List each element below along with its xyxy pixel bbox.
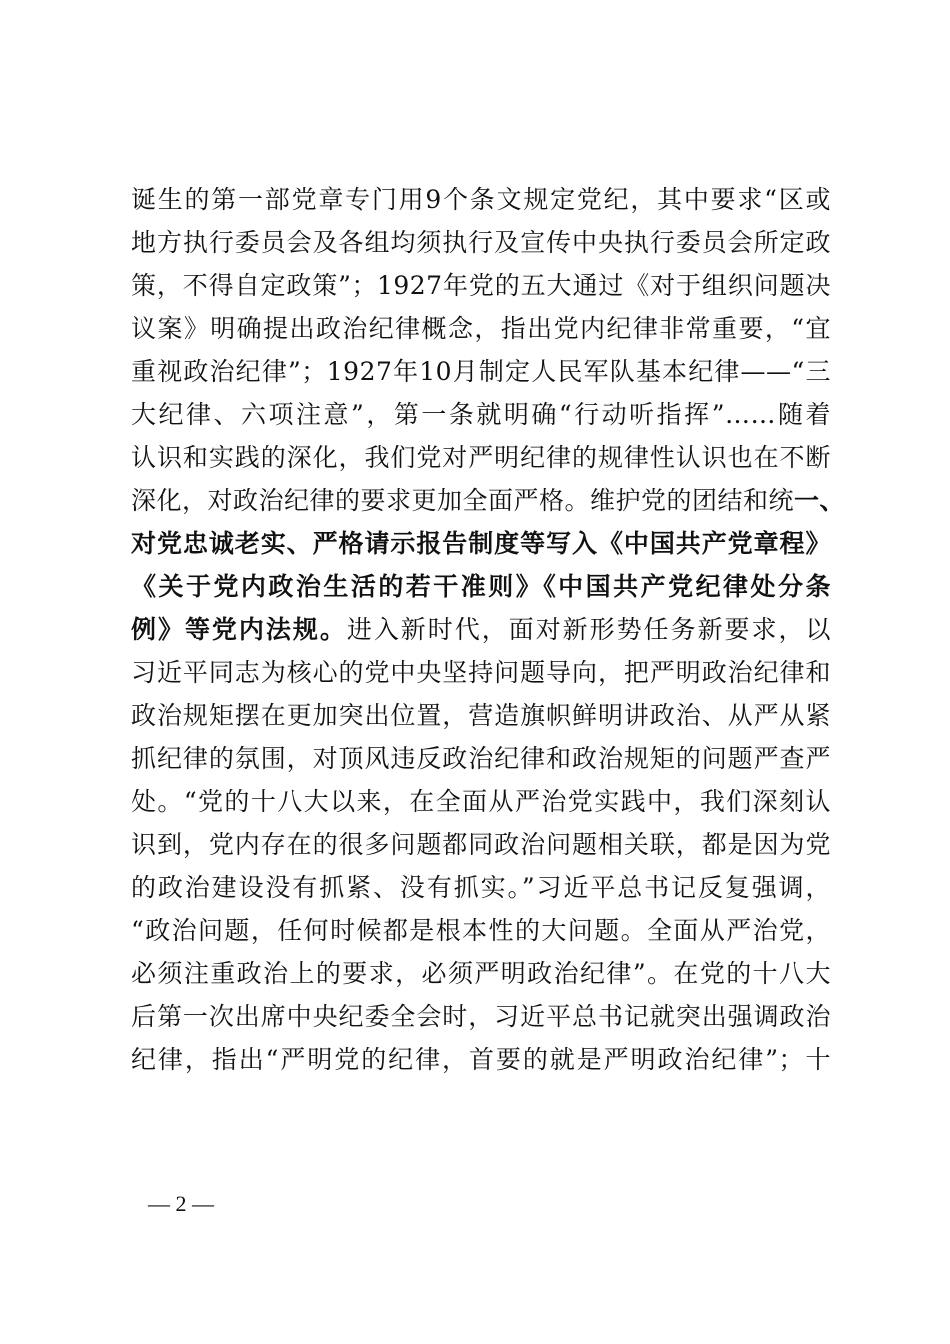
text-line-5: 重视政治纪律”；1927年10月制定人民军队基本纪律——“三	[131, 357, 831, 386]
text-line-13: 政治规矩摆在更加突出位置，营造旗帜鲜明讲政治、从严从紧	[131, 701, 831, 730]
text-line-18: “政治问题，任何时候都是根本性的大问题。全面从严治党，	[131, 916, 831, 945]
text-line-19: 必须注重政治上的要求，必须严明政治纪律”。在党的十八大	[131, 959, 831, 988]
text-line-16: 识到，党内存在的很多问题都同政治问题相关联，都是因为党	[131, 830, 831, 859]
text-line-12: 习近平同志为核心的党中央坚持问题导向，把严明政治纪律和	[131, 658, 831, 687]
text-line-1: 诞生的第一部党章专门用9个条文规定党纪，其中要求“区或	[131, 185, 831, 214]
text-line-9	[131, 524, 831, 564]
text-line-11-tail: 进入新时代，面对新形势任务新要求，以	[346, 615, 831, 644]
text-line-11-bold-head: 例》等党内法规。	[131, 615, 347, 644]
text-line-8	[131, 481, 845, 521]
text-line-11	[131, 610, 831, 650]
page-number: — 2 —	[148, 1191, 214, 1216]
text-line-9-bold: 对党忠诚老实、严格请示报告制度等写入《中国共产党章程》	[131, 529, 831, 558]
text-line-7: 认识和实践的深化，我们党对严明纪律的规律性认识也在不断	[131, 443, 831, 472]
text-line-6: 大纪律、六项注意”，第一条就明确“行动听指挥”……随着	[131, 400, 831, 429]
text-line-8-bold-tail: 一、	[794, 486, 846, 515]
text-line-15: 处。“党的十八大以来，在全面从严治党实践中，我们深刻认	[131, 787, 831, 816]
text-line-17: 的政治建设没有抓紧、没有抓实。”习近平总书记反复强调，	[131, 873, 831, 902]
text-line-14: 抓纪律的氛围，对顶风违反政治纪律和政治规矩的问题严查严	[131, 744, 831, 773]
text-line-4: 议案》明确提出政治纪律概念，指出党内纪律非常重要，“宜	[131, 314, 831, 343]
text-line-20: 后第一次出席中央纪委全会时，习近平总书记就突出强调政治	[131, 1002, 831, 1031]
text-line-8-body: 深化，对政治纪律的要求更加全面严格。维护党的团结和统	[131, 486, 795, 515]
text-line-10	[131, 567, 831, 607]
text-line-3: 策，不得自定政策”；1927年党的五大通过《对于组织问题决	[131, 271, 831, 300]
text-line-10-bold: 《关于党内政治生活的若干准则》《中国共产党纪律处分条	[131, 572, 831, 601]
text-line-2: 地方执行委员会及各组均须执行及宣传中央执行委员会所定政	[131, 228, 831, 257]
text-line-21: 纪律，指出“严明党的纪律，首要的就是严明政治纪律”；十	[131, 1045, 831, 1074]
